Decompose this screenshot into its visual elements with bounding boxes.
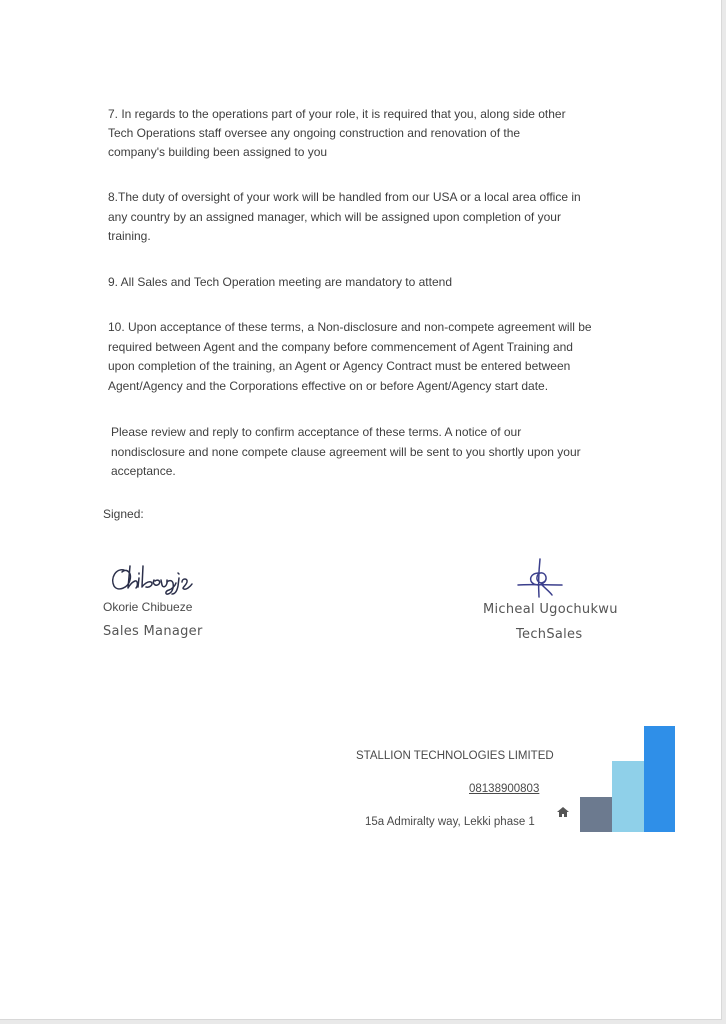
right-signature: [516, 555, 566, 601]
company-name: STALLION TECHNOLOGIES LIMITED: [356, 750, 554, 762]
logo-bar-short: [580, 797, 612, 832]
left-signer-title: Sales Manager: [103, 624, 203, 639]
company-phone: 08138900803: [469, 783, 540, 795]
right-signer-title: TechSales: [516, 627, 583, 642]
home-icon: [556, 806, 570, 818]
logo-bar-medium: [612, 761, 644, 832]
paragraph-10: 10. Upon acceptance of these terms, a Non-disclosure and non-compete agreement will be required between Agent and the company before commencement of Agent Training and upon completion of the training, an Agent or Agency Contract must be entered between Agent/Agency and the Corporations effective on or before Agent/Agency start date.: [108, 320, 592, 393]
company-address: 15a Admiralty way, Lekki phase 1: [365, 816, 535, 828]
paragraph-9: 9. All Sales and Tech Operation meeting are mandatory to attend: [108, 275, 452, 289]
right-signer-name: Micheal Ugochukwu: [483, 602, 618, 617]
closing-paragraph: Please review and reply to confirm acceptance of these terms. A notice of our nondisclosure and none compete clause agreement will be sent to you shortly upon your acceptance.: [111, 425, 581, 478]
paragraph-8: 8.The duty of oversight of your work will be handled from our USA or a local area office in any country by an assigned manager, which will be assigned upon completion of your training.: [108, 190, 581, 243]
left-signature: [108, 560, 198, 596]
signed-label: Signed:: [103, 507, 144, 521]
paragraph-7: 7. In regards to the operations part of your role, it is required that you, along side other Tech Operations staff oversee any ongoing construction and renovation of the company's building been assigned to you: [108, 107, 566, 159]
left-signer-name: Okorie Chibueze: [103, 600, 193, 614]
logo-bar-tall: [644, 726, 675, 832]
